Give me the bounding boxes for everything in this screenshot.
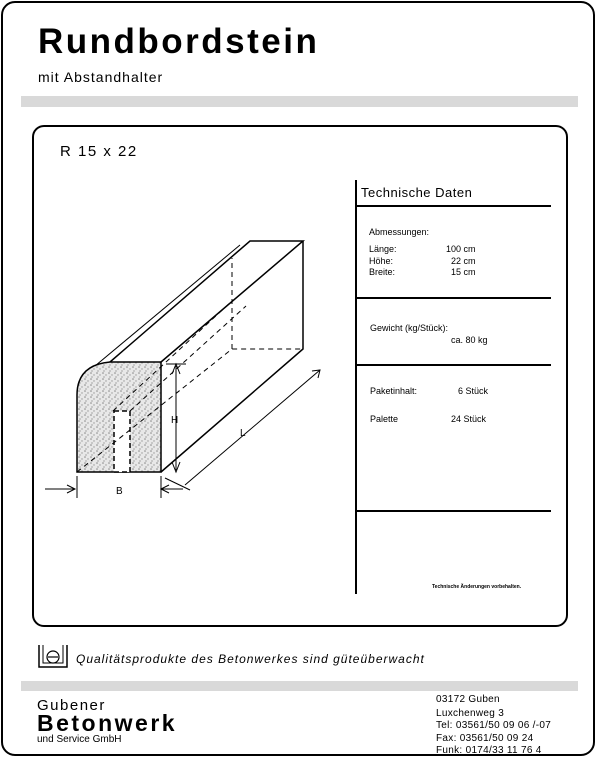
spec-rule [357,205,551,207]
address-phone: Tel: 03561/50 09 06 /-07 [436,720,552,731]
width-value: 15 cm [451,267,476,277]
dim-label-b: B [116,486,123,497]
company-name-line2: Betonwerk [37,710,178,736]
footer-divider [21,681,578,691]
weight-value: ca. 80 kg [451,335,488,345]
company-name-line1: Gubener [37,697,106,714]
weight-label: Gewicht (kg/Stück): [370,323,449,333]
length-label: Länge: [369,244,397,254]
dim-label-h: H [171,415,179,426]
height-label: Höhe: [369,256,394,266]
package-value: 6 Stück [458,386,489,396]
dim-label-l: L [240,428,246,439]
quality-seal-icon [37,641,69,671]
page-subtitle: mit Abstandhalter [38,69,164,85]
spec-rule [357,297,551,299]
curb-drawing [38,225,338,515]
address-mobile: Funk: 0174/33 11 76 4 [436,745,542,756]
width-label: Breite: [369,267,396,277]
header-divider [21,96,578,107]
spec-rule [357,364,551,366]
spec-column-divider [355,180,357,594]
quality-statement: Qualitätsprodukte des Betonwerkes sind güteüberwacht [76,652,425,666]
spec-rule [357,510,551,512]
address-city: 03172 Guben [436,694,500,705]
page-title: Rundbordstein [38,22,320,61]
spec-section-title: Technische Daten [361,185,473,200]
package-label: Paketinhalt: [370,386,418,396]
company-name-line3: und Service GmbH [37,734,122,745]
pallet-value: 24 Stück [451,414,487,424]
address-street: Luxchenweg 3 [436,708,505,719]
length-value: 100 cm [446,244,476,254]
pallet-label: Palette [370,414,399,424]
address-fax: Fax: 03561/50 09 24 [436,733,534,744]
height-value: 22 cm [451,256,476,266]
dimensions-label: Abmessungen: [369,227,430,237]
disclaimer: Technische Änderungen vorbehalten. [432,584,522,590]
product-model: R 15 x 22 [60,143,138,160]
